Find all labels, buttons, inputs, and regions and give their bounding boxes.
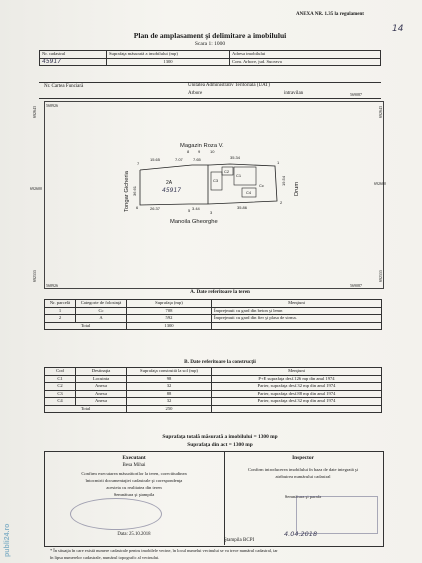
coord-left-mid: 692600 — [30, 186, 42, 191]
inspector-signature-label: Semnătura şi parafa — [284, 494, 322, 499]
executant-line1: Confirm executarea măsurătorilor la teren, corectitudinea — [81, 471, 187, 476]
inspector-line2: atribuirea numărului cadastral — [275, 474, 331, 479]
land-row2-area: 592 — [127, 315, 212, 323]
land-col-area: Suprafaţa (mp) — [127, 300, 212, 308]
parcel-boundary — [140, 164, 277, 205]
dim-d8: 35.86 — [237, 205, 248, 210]
bld-row3-mentions: Parter, suprafaţa desf.88 mp din anul 1974 — [212, 390, 382, 398]
coord-bottom-left: 568926 — [46, 283, 58, 288]
bld-col-mentions: Menţiuni — [212, 368, 382, 376]
cf-label: Nr. Cartea Funciară — [44, 84, 84, 89]
point-10: 10 — [210, 149, 215, 154]
bld-row4-destination: Anexa — [76, 398, 127, 406]
bld-total-empty — [212, 405, 382, 413]
inspector-stamp — [296, 496, 378, 534]
dim-d5: 19.54 — [281, 175, 286, 186]
land-col-category: Categorie de folosinţă — [76, 300, 127, 308]
executant-line2: întocmirii documentaţiei cadastrale şi corespondenţa — [85, 478, 183, 483]
table-row — [45, 375, 382, 383]
bld-row2-code: C2 — [45, 383, 76, 391]
land-row1-mentions: Împrejmuit cu gard din beton şi lemn — [212, 307, 382, 315]
point-6: 6 — [136, 205, 139, 210]
bld-row2-destination: Anexa — [76, 383, 127, 391]
inspector-line1: Confirm introducerea imobilului în baza de date integrată şi — [248, 467, 358, 472]
bld-col-area: Suprafaţa construită la sol (mp) — [127, 368, 212, 376]
building-cc-label: Cc — [259, 183, 264, 188]
intravilan-label: intravilan — [284, 91, 304, 96]
bcpi-stamp-label: Ştampila BCPI — [224, 538, 255, 543]
bld-row1-area: 98 — [127, 375, 212, 383]
bld-row4-mentions: Parter, suprafaţa desf.32 mp din anul 1974 — [212, 398, 382, 406]
scale-label: Scara 1: 1000 — [194, 41, 226, 47]
executant-signature-label: Semnătura şi ştampila — [113, 492, 155, 497]
table-row — [45, 315, 382, 323]
total-act: Suprafaţa din act = 1300 mp — [187, 442, 253, 448]
land-row1-parcel: 1 — [45, 307, 76, 315]
table-row — [45, 307, 382, 315]
table-row — [45, 390, 382, 398]
east-road: Drum — [294, 181, 300, 196]
executant-date: Data: 25.10.2018 — [117, 532, 151, 537]
point-3: 3 — [210, 210, 213, 215]
cadastral-value: 45917 — [40, 58, 107, 66]
dim-d7: 3.44 — [192, 206, 200, 211]
land-row1-category: Cc — [76, 307, 127, 315]
land-total-empty — [212, 322, 382, 330]
bld-row4-area: 32 — [127, 398, 212, 406]
building-c4-label: C4 — [246, 190, 252, 195]
parcel-outline — [140, 164, 277, 205]
uat-value: Arbore — [188, 91, 203, 96]
land-col-mentions: Menţiuni — [212, 300, 382, 308]
address-value: Com. Arbore, jud. Suceava — [230, 58, 381, 66]
bld-row1-mentions: P+E suprafaţa desf.126 mp din anul 1974 — [212, 375, 382, 383]
coord-top-right: 569087 — [350, 92, 362, 97]
table-row — [45, 398, 382, 406]
coord-right-top: 692643 — [378, 106, 383, 118]
annex-label: ANEXA NR. 1.35 la regulament — [296, 12, 364, 17]
executant-title: Executant — [122, 455, 146, 461]
address-label: Adresa imobilului — [230, 51, 381, 59]
land-col-parcel: Nr. parcelă — [45, 300, 76, 308]
land-row2-mentions: Împrejmuit cu gard din fier şi plasa de sirma. — [212, 315, 382, 323]
cadastral-label: Nr. cadastral — [40, 51, 107, 59]
section-a-title: A. Date referitoare la teren — [190, 289, 250, 295]
bld-row4-code: C4 — [45, 398, 76, 406]
coord-top-left: 568926 — [46, 103, 58, 108]
west-neighbor: Tongar Gicheria — [124, 171, 130, 212]
bld-row1-code: C1 — [45, 375, 76, 383]
uat-label: Unitatea Administrativ Teritorială (UAT) — [188, 83, 270, 88]
coord-left-top: 692643 — [32, 106, 37, 118]
bld-row2-mentions: Parter, suprafaţa desf.32 mp din anul 1974 — [212, 383, 382, 391]
dim-d9: 36.61 — [132, 185, 137, 196]
coord-bottom-right: 569087 — [350, 283, 362, 288]
coord-right-mid: 692600 — [374, 181, 386, 186]
total-measured: Suprafaţa totală măsurată a imobilului = 1300 mp — [162, 434, 278, 440]
coord-left-bottom: 692555 — [32, 270, 37, 282]
point-2: 2 — [280, 200, 283, 205]
bld-col-code: Cod — [45, 368, 76, 376]
footnote-1: * În situaţia în care există numere cadastrale pentru imobilele vecine, în locul numelui vecinului se va trece numărul cadastral, iar — [50, 548, 278, 553]
point-7: 7 — [137, 161, 140, 166]
inspector-stamp-date: 4.04.2018 — [284, 530, 318, 538]
bld-row3-destination: Anexa — [76, 390, 127, 398]
bld-row2-area: 32 — [127, 383, 212, 391]
page-number: 14 — [392, 24, 404, 34]
area-label: Suprafaţa măsurată a imobilului (mp) — [107, 51, 230, 59]
document-title: Plan de amplasament şi delimitare a imobilului — [133, 31, 287, 40]
bld-total-label: Total — [45, 405, 127, 413]
executant-name: Besa Mihai — [122, 463, 146, 468]
bld-total-value: 250 — [127, 405, 212, 413]
parcel-label: 2A — [166, 180, 173, 186]
land-total-value: 1300 — [127, 322, 212, 330]
dim-d6: 26.37 — [150, 206, 161, 211]
bld-row3-area: 88 — [127, 390, 212, 398]
building-c3-label: C3 — [213, 178, 219, 183]
section-b-title: B. Date referitoare la construcţii — [184, 359, 256, 365]
watermark: publi24.ro — [4, 523, 11, 557]
table-row — [45, 383, 382, 391]
inspector-title: Inspector — [292, 455, 314, 461]
point-9: 9 — [198, 149, 201, 154]
point-5: 5 — [188, 208, 191, 213]
land-row2-parcel: 2 — [45, 315, 76, 323]
executant-line3: acesteia cu realitatea din teren — [106, 485, 162, 490]
dim-d2: 7.07 — [175, 157, 183, 162]
footnote-2: în lipsa numerelor cadastrale, numărul topografic al vecinului. — [50, 555, 160, 560]
building-c1-label: C1 — [236, 173, 242, 178]
bld-row1-destination: Locuinta — [76, 375, 127, 383]
bld-col-destination: Destinaţia — [76, 368, 127, 376]
dim-d4: 35.34 — [230, 155, 241, 160]
area-value: 1300 — [107, 58, 230, 66]
executant-stamp — [70, 498, 162, 530]
south-neighbor: Manoila Gheorghe — [170, 219, 218, 225]
dim-d1: 15.65 — [150, 157, 161, 162]
north-neighbor: Magazin Roza V. — [180, 143, 224, 149]
buildings-table — [44, 367, 382, 413]
dim-d3: 7.65 — [193, 157, 201, 162]
parcel-number-handwritten: 45917 — [162, 187, 182, 194]
building-c2-label: C2 — [224, 169, 230, 174]
land-total-label: Total — [45, 322, 127, 330]
land-table — [44, 299, 382, 330]
land-row2-category: A — [76, 315, 127, 323]
point-1: 1 — [277, 160, 280, 165]
bld-row3-code: C3 — [45, 390, 76, 398]
land-row1-area: 708 — [127, 307, 212, 315]
coord-right-bottom: 692555 — [378, 270, 383, 282]
point-8: 8 — [187, 149, 190, 154]
